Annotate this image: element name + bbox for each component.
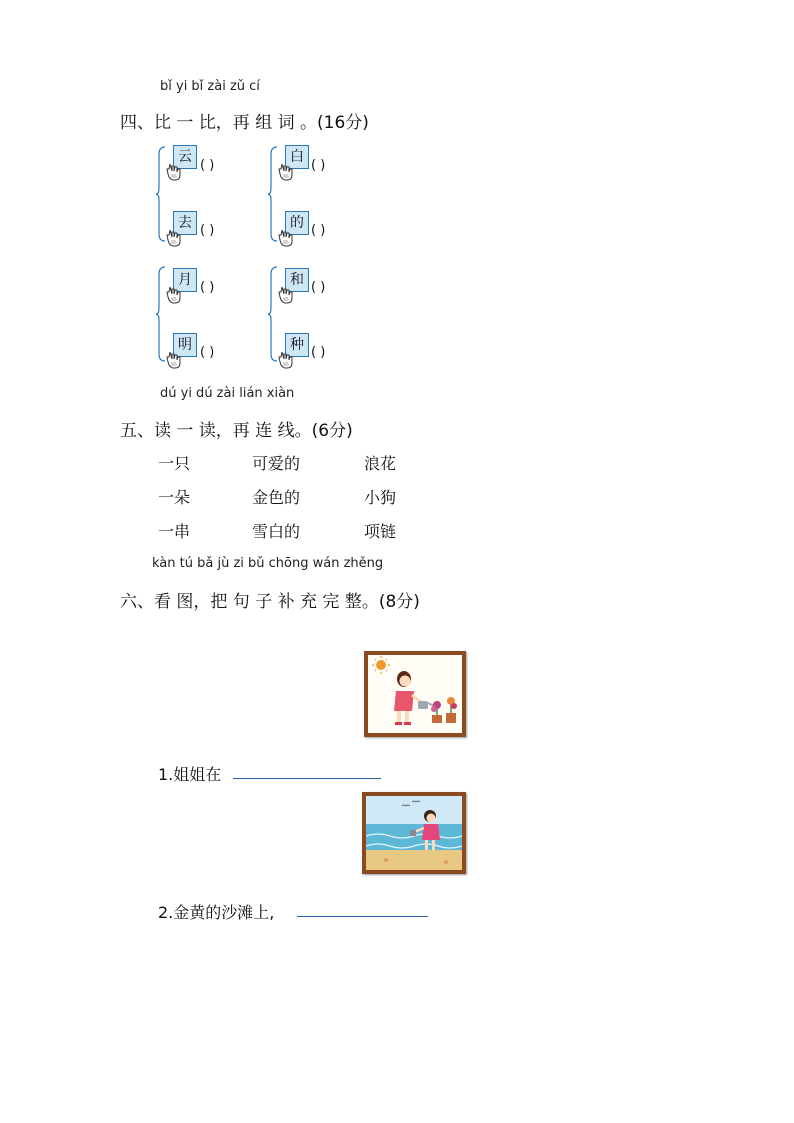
word-item[interactable]: 雪白的 bbox=[252, 522, 301, 541]
pointing-hand-icon bbox=[166, 228, 184, 248]
pointing-hand-icon bbox=[166, 162, 184, 182]
char-card: 云 bbox=[173, 145, 197, 169]
word-item[interactable]: 可爱的 bbox=[252, 454, 301, 473]
answer-blank[interactable]: ( ) bbox=[200, 158, 215, 173]
illustration bbox=[366, 796, 462, 870]
sentence-1: 1.姐姐在 bbox=[158, 765, 222, 784]
brace-icon bbox=[156, 266, 166, 362]
word-item[interactable]: 一只 bbox=[158, 454, 191, 473]
answer-blank[interactable]: ( ) bbox=[311, 158, 326, 173]
word-item[interactable]: 一串 bbox=[158, 522, 191, 541]
pointing-hand-icon bbox=[278, 285, 296, 305]
word-item[interactable]: 浪花 bbox=[364, 454, 397, 473]
sentence-2: 2.金黄的沙滩上, bbox=[158, 903, 275, 922]
picture-girl-watering-flowers bbox=[364, 651, 466, 737]
illustration bbox=[368, 655, 462, 733]
word-item[interactable]: 小狗 bbox=[364, 488, 397, 507]
char-card: 和 bbox=[285, 268, 309, 292]
pointing-hand-icon bbox=[278, 162, 296, 182]
section6-heading: 六、看 图，把 句 子 补 充 完 整。(8分) bbox=[120, 592, 420, 612]
word-item[interactable]: 项链 bbox=[364, 522, 397, 541]
section4-pinyin: bǐ yi bǐ zài zǔ cí bbox=[160, 79, 260, 94]
section5-heading: 五、读 一 读，再 连 线。(6分) bbox=[120, 421, 353, 441]
answer-blank[interactable]: ( ) bbox=[311, 345, 326, 360]
pointing-hand-icon bbox=[166, 285, 184, 305]
section6-pinyin: kàn tú bǎ jù zi bǔ chōng wán zhěng bbox=[152, 556, 384, 571]
section5-pinyin: dú yi dú zài lián xiàn bbox=[160, 386, 295, 401]
char-card: 种 bbox=[285, 333, 309, 357]
char-card: 去 bbox=[173, 211, 197, 235]
fill-blank-line[interactable] bbox=[233, 778, 381, 779]
char-card: 白 bbox=[285, 145, 309, 169]
section4-heading: 四、比 一 比，再 组 词 。(16分) bbox=[120, 113, 369, 133]
brace-icon bbox=[268, 266, 278, 362]
answer-blank[interactable]: ( ) bbox=[311, 280, 326, 295]
char-card: 的 bbox=[285, 211, 309, 235]
pointing-hand-icon bbox=[278, 228, 296, 248]
answer-blank[interactable]: ( ) bbox=[200, 345, 215, 360]
char-card: 月 bbox=[173, 268, 197, 292]
brace-icon bbox=[268, 146, 278, 242]
answer-blank[interactable]: ( ) bbox=[200, 223, 215, 238]
pointing-hand-icon bbox=[166, 350, 184, 370]
word-item[interactable]: 一朵 bbox=[158, 488, 191, 507]
char-card: 明 bbox=[173, 333, 197, 357]
pointing-hand-icon bbox=[278, 350, 296, 370]
word-item[interactable]: 金色的 bbox=[252, 488, 301, 507]
picture-girl-at-beach bbox=[362, 792, 466, 874]
answer-blank[interactable]: ( ) bbox=[311, 223, 326, 238]
answer-blank[interactable]: ( ) bbox=[200, 280, 215, 295]
brace-icon bbox=[156, 146, 166, 242]
fill-blank-line[interactable] bbox=[297, 916, 428, 917]
